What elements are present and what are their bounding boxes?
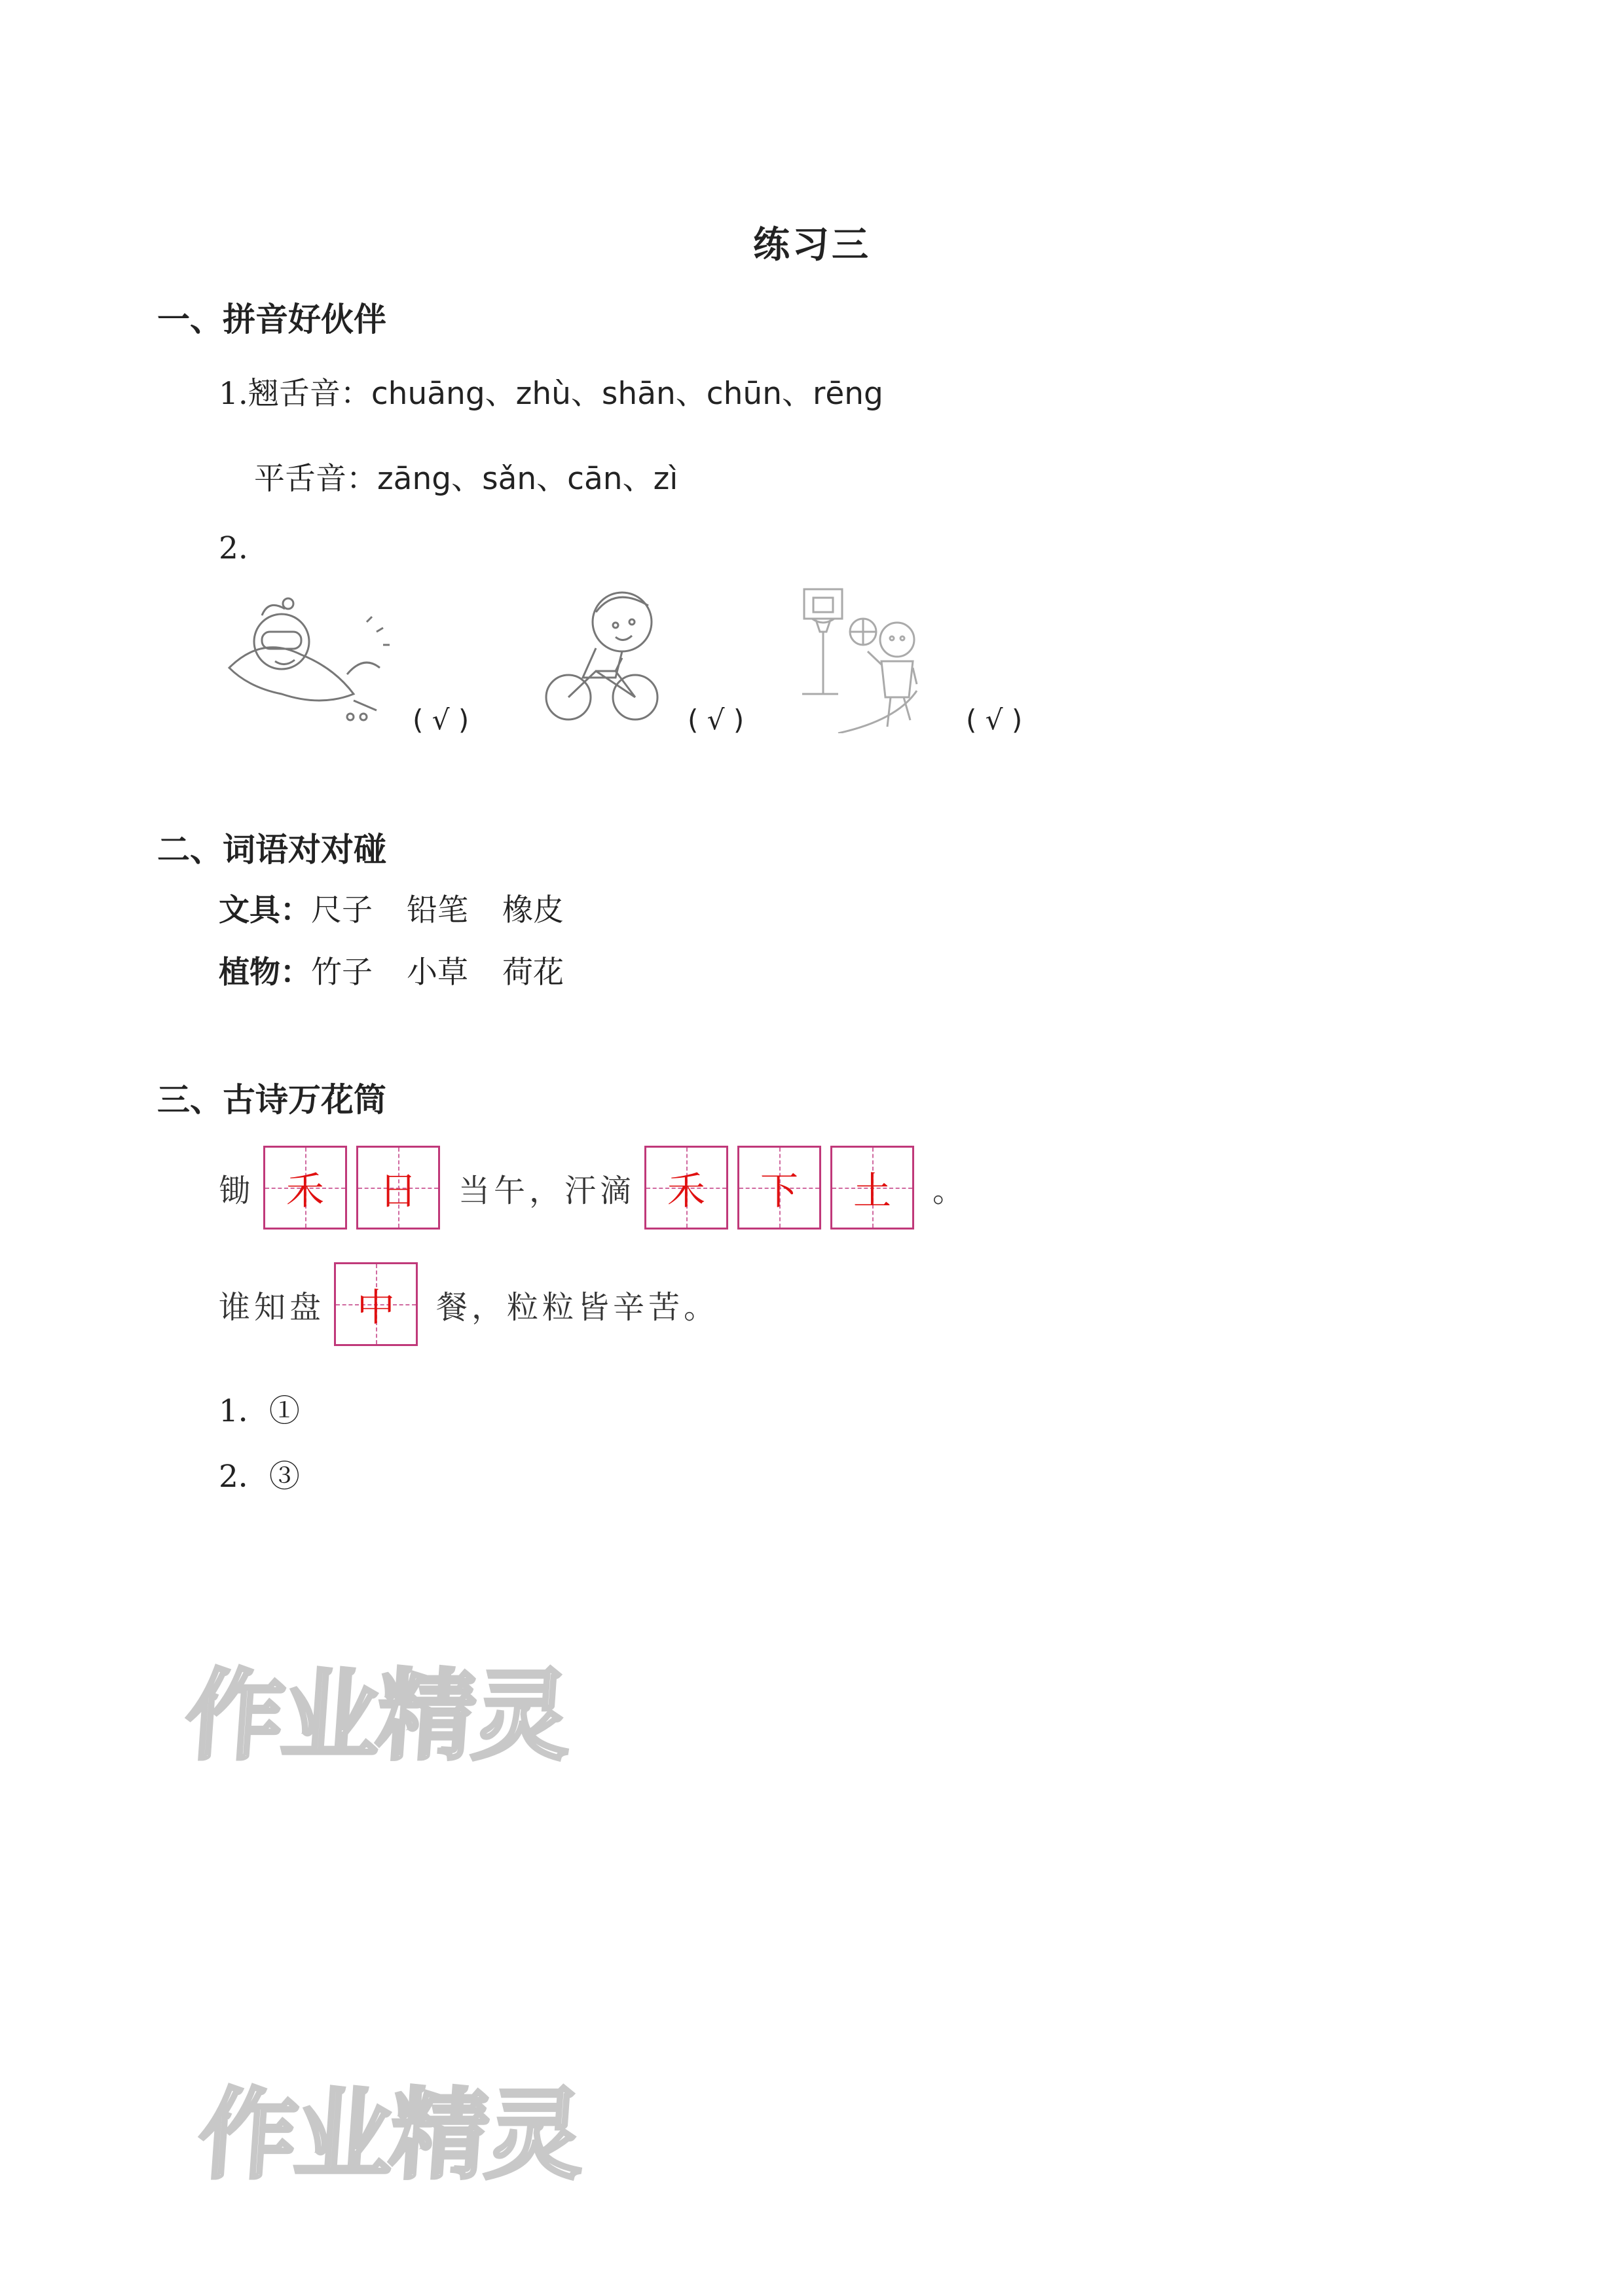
answer-mark-3: ( √ ) <box>966 704 1023 736</box>
answer-char: 中 <box>357 1285 396 1330</box>
question-2-number: 2. <box>219 530 248 566</box>
boy-basketball-icon <box>799 586 920 733</box>
poem-line-2 <box>210 1262 728 1346</box>
poem-line-1 <box>210 1146 977 1230</box>
answer-char: 禾 <box>286 1169 325 1213</box>
word-item: 荷花 <box>502 955 564 991</box>
retroflex-answers: chuāng、zhù、shān、chūn、rēng <box>371 376 883 412</box>
tianzige-box <box>356 1146 440 1230</box>
poem-text: 锄 <box>219 1172 255 1209</box>
answer-char: 禾 <box>667 1169 706 1213</box>
watermark: 作业精灵 <box>181 1660 573 1774</box>
tianzige-box <box>334 1262 418 1346</box>
girl-swimming-icon <box>223 596 393 727</box>
section-heading-poem: 三、古诗万花筒 <box>157 1081 386 1119</box>
boy-cycling-icon <box>544 586 661 727</box>
poem-text: 餐，粒粒皆辛苦。 <box>436 1288 720 1326</box>
section-heading-words: 二、词语对对碰 <box>157 831 386 869</box>
poem-text: 。 <box>932 1172 969 1209</box>
word-item: 铅笔 <box>407 892 468 928</box>
answer-mark-2: ( √ ) <box>688 704 745 736</box>
retroflex-label: 翘舌音： <box>248 376 371 412</box>
flat-answers: zāng、sǎn、cān、zì <box>377 461 678 497</box>
question-number: 1. <box>219 376 248 412</box>
poem-text: 谁知盘 <box>219 1288 325 1326</box>
word-row-label: 植物： <box>219 955 311 991</box>
tianzige-box <box>644 1146 728 1230</box>
question-1-retroflex <box>219 369 883 413</box>
answer-char: 下 <box>760 1169 799 1213</box>
answer-char: 日 <box>379 1169 418 1213</box>
poem-text: 当午，汗滴 <box>458 1172 636 1209</box>
question-1-flat <box>254 454 678 498</box>
word-item: 小草 <box>407 955 468 991</box>
word-item: 尺子 <box>311 892 373 928</box>
watermark: 作业精灵 <box>194 2079 586 2193</box>
tianzige-box <box>830 1146 914 1230</box>
word-row-label: 文具： <box>219 892 311 928</box>
tianzige-box <box>263 1146 347 1230</box>
answer-mark-1: ( √ ) <box>413 704 470 736</box>
section-heading-pinyin: 一、拼音好伙伴 <box>157 301 386 338</box>
word-item: 橡皮 <box>502 892 564 928</box>
answer-char: 土 <box>853 1169 892 1213</box>
answer-1: 1．① <box>219 1393 300 1429</box>
word-row-plants <box>219 948 598 992</box>
tianzige-box <box>737 1146 821 1230</box>
word-item: 竹子 <box>311 955 373 991</box>
word-row-stationery <box>219 886 598 930</box>
answer-2: 2．③ <box>219 1459 300 1495</box>
page-title: 练习三 <box>753 224 871 266</box>
flat-label: 平舌音： <box>254 461 377 497</box>
